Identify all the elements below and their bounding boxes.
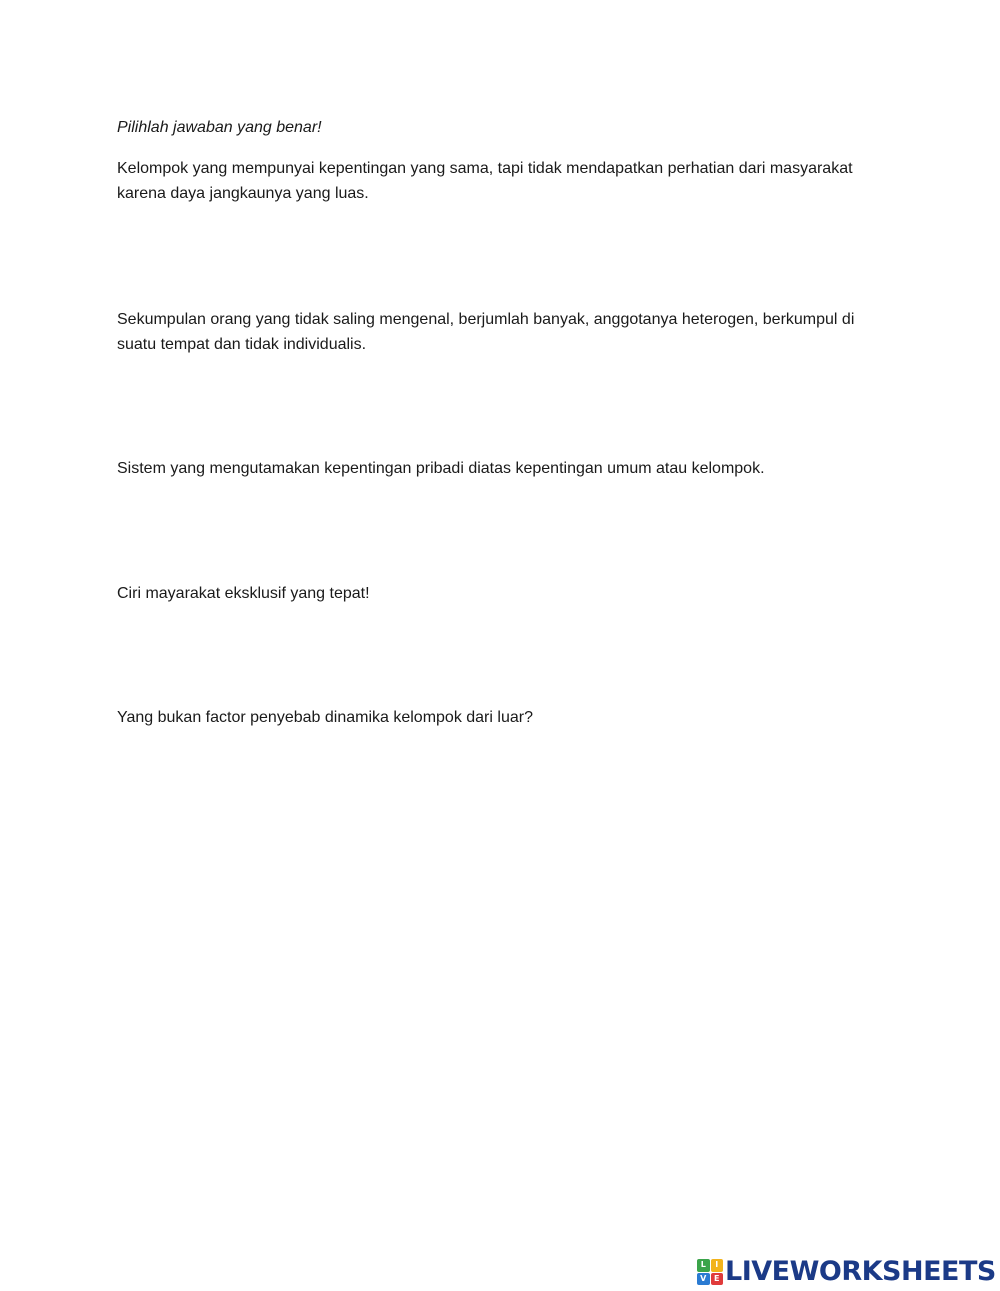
logo-mark-icon	[697, 1259, 723, 1285]
logo-wordmark: LIVEWORKSHEETS	[725, 1256, 996, 1287]
instruction-text: Pilihlah jawaban yang benar!	[117, 119, 322, 136]
liveworksheets-logo	[697, 1257, 996, 1287]
question-2: Sekumpulan orang yang tidak saling mengenal, berjumlah banyak, anggotanya heterogen, berkumpul di suatu tempat dan tidak individualis.	[117, 311, 855, 353]
question-4: Ciri mayarakat eksklusif yang tepat!	[117, 585, 370, 602]
question-1: Kelompok yang mempunyai kepentingan yang sama, tapi tidak mendapatkan perhatian dari masyarakat karena daya jangkaunya yang luas.	[117, 160, 853, 202]
logo-mark-letter: I	[711, 1259, 724, 1272]
question-3: Sistem yang mengutamakan kepentingan pribadi diatas kepentingan umum atau kelompok.	[117, 460, 765, 477]
logo-mark-letter: V	[697, 1273, 710, 1286]
logo-mark-letter: E	[711, 1273, 724, 1286]
logo-mark-letter: L	[697, 1259, 710, 1272]
question-5: Yang bukan factor penyebab dinamika kelompok dari luar?	[117, 709, 533, 726]
